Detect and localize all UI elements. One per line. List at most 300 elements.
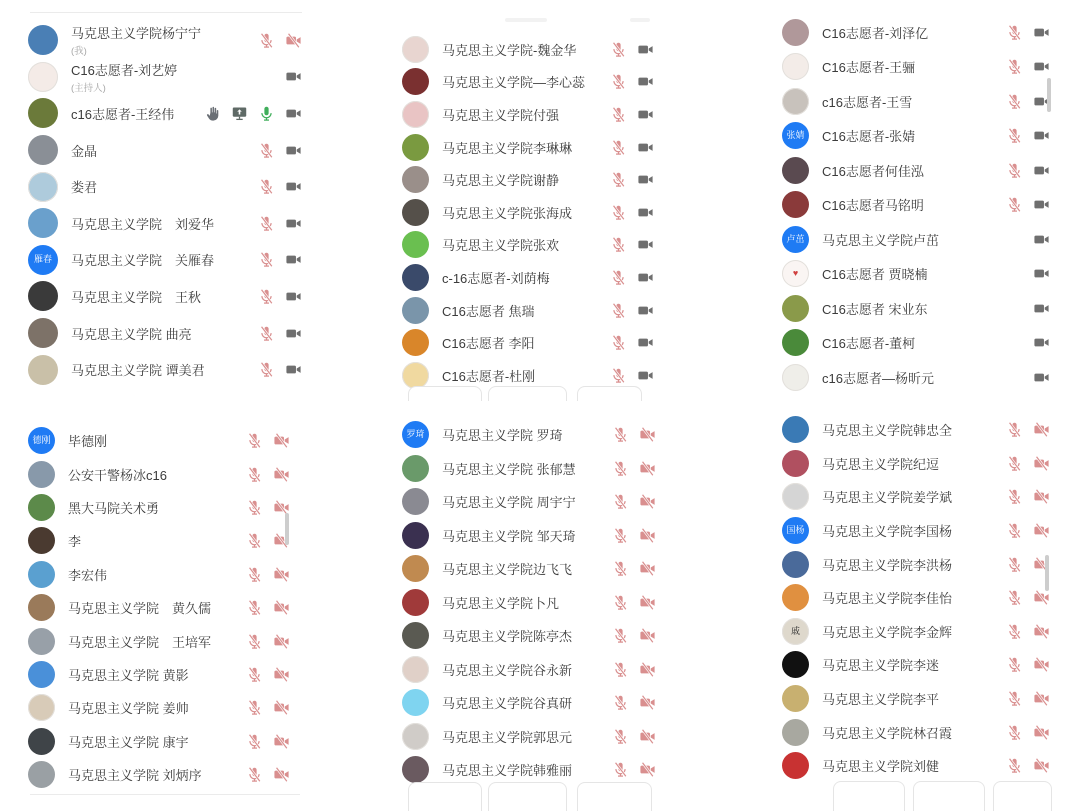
row-controls [285, 68, 302, 85]
participant-row[interactable] [28, 591, 290, 624]
avatar [402, 589, 429, 616]
camera-off-icon[interactable] [1033, 757, 1050, 774]
camera-on-icon[interactable] [285, 251, 302, 268]
participant-row[interactable] [402, 294, 654, 327]
camera-on-icon[interactable] [1033, 196, 1050, 213]
mic-muted-icon[interactable] [258, 288, 275, 305]
participant-row[interactable] [402, 653, 656, 687]
participant-name: 马克思主义学院 曲亮 [71, 326, 192, 342]
participant-row[interactable] [782, 153, 1050, 188]
participant-row[interactable] [782, 15, 1050, 50]
camera-on-icon[interactable] [637, 204, 654, 221]
camera-off-icon[interactable] [639, 694, 656, 711]
mic-muted-icon[interactable] [612, 493, 629, 510]
avatar-label: 戚 [790, 625, 800, 636]
camera-off-icon[interactable] [639, 728, 656, 745]
participant-name: 马克思主义学院边飞飞 [442, 562, 573, 578]
participant-name-block [442, 492, 612, 511]
mic-muted-icon[interactable] [258, 215, 275, 232]
participant-name: 马克思主义学院 黄久儒 [68, 601, 212, 617]
row-controls [610, 367, 654, 384]
participant-name: 马克思主义学院 谭美君 [71, 363, 205, 379]
participant-name: 马克思主义学院杨宁宁 [71, 26, 202, 42]
participant-name-block [442, 366, 610, 385]
mic-muted-icon[interactable] [258, 325, 275, 342]
participant-name: 马克思主义学院谷永新 [442, 662, 573, 678]
avatar [782, 226, 809, 253]
participant-name: 马克思主义学院纪逗 [822, 456, 940, 472]
avatar [28, 661, 55, 688]
participant-row[interactable] [782, 447, 1050, 481]
participant-name: 马克思主义学院 邹天琦 [442, 528, 576, 544]
camera-off-icon[interactable] [639, 627, 656, 644]
scrollbar-thumb[interactable] [1047, 78, 1051, 112]
participant-row[interactable] [782, 119, 1050, 154]
row-controls [258, 288, 302, 305]
avatar [782, 364, 809, 391]
row-controls [1006, 93, 1050, 110]
participant-row[interactable] [402, 261, 654, 294]
mic-muted-icon[interactable] [1006, 757, 1023, 774]
avatar [28, 761, 55, 788]
avatar [28, 427, 55, 454]
avatar [402, 723, 429, 750]
participant-row[interactable] [782, 257, 1050, 292]
camera-on-icon[interactable] [637, 73, 654, 90]
camera-on-icon[interactable] [637, 269, 654, 286]
participant-row[interactable] [402, 586, 656, 620]
camera-on-icon[interactable] [1033, 231, 1050, 248]
camera-on-icon[interactable] [637, 236, 654, 253]
mic-muted-icon[interactable] [1006, 196, 1023, 213]
avatar [402, 689, 429, 716]
participant-name: 马克思主义学院李洪杨 [822, 557, 953, 573]
mic-muted-icon[interactable] [612, 661, 629, 678]
participant-name-block [822, 521, 1006, 540]
bottom-left-seam-line [30, 794, 300, 795]
camera-off-icon[interactable] [639, 594, 656, 611]
camera-on-icon[interactable] [1033, 300, 1050, 317]
participant-name: 马克思主义学院姜学斌 [822, 490, 953, 506]
mic-muted-icon[interactable] [612, 426, 629, 443]
participant-row[interactable] [782, 291, 1050, 326]
mic-muted-icon[interactable] [246, 432, 263, 449]
mic-muted-icon[interactable] [610, 302, 627, 319]
participant-name: c16志愿者-王经伟 [71, 106, 175, 122]
row-controls [1033, 300, 1050, 317]
mic-on-icon[interactable] [258, 105, 275, 122]
participant-name: C16志愿者-董柯 [822, 336, 916, 352]
cutoff-text-remnant [630, 18, 650, 22]
participant-row[interactable] [28, 205, 302, 242]
mic-muted-icon[interactable] [612, 627, 629, 644]
participant-row[interactable] [402, 619, 656, 653]
mic-muted-icon[interactable] [246, 532, 263, 549]
avatar [782, 517, 809, 544]
mic-muted-icon[interactable] [1006, 93, 1023, 110]
participant-row[interactable] [402, 418, 656, 452]
participant-name-block [68, 431, 246, 450]
mic-muted-icon[interactable] [1006, 556, 1023, 573]
mic-muted-icon[interactable] [612, 460, 629, 477]
participant-row[interactable] [28, 95, 302, 132]
avatar-label: 国杨 [786, 525, 805, 536]
participant-row[interactable] [402, 163, 654, 196]
row-controls [1006, 589, 1050, 606]
camera-off-icon[interactable] [1033, 623, 1050, 640]
participant-row[interactable] [782, 413, 1050, 447]
mic-muted-icon[interactable] [1006, 724, 1023, 741]
mic-muted-icon[interactable] [246, 466, 263, 483]
participant-name-block [68, 565, 246, 584]
camera-on-icon[interactable] [1033, 58, 1050, 75]
camera-on-icon[interactable] [285, 105, 302, 122]
camera-off-icon[interactable] [639, 527, 656, 544]
mic-muted-icon[interactable] [610, 334, 627, 351]
mic-muted-icon[interactable] [1006, 623, 1023, 640]
participant-name-block [822, 622, 1006, 641]
participant-name-block [442, 235, 610, 254]
camera-off-icon[interactable] [1033, 421, 1050, 438]
participant-row[interactable] [28, 725, 290, 758]
participant-row[interactable] [28, 658, 290, 691]
camera-on-icon[interactable] [285, 325, 302, 342]
camera-off-icon[interactable] [273, 766, 290, 783]
avatar [782, 53, 809, 80]
participant-name-block [71, 214, 258, 233]
participant-name-block [822, 57, 1006, 76]
participant-name-block [822, 555, 1006, 574]
participant-panel-bottom-right [782, 413, 1050, 783]
participant-row[interactable] [402, 720, 656, 754]
mic-muted-icon[interactable] [246, 599, 263, 616]
camera-off-icon[interactable] [273, 566, 290, 583]
avatar [402, 622, 429, 649]
mic-muted-icon[interactable] [1006, 455, 1023, 472]
participant-row[interactable] [28, 351, 302, 388]
mic-muted-icon[interactable] [246, 566, 263, 583]
camera-off-icon[interactable] [1033, 690, 1050, 707]
cutoff-button [993, 781, 1052, 811]
camera-on-icon[interactable] [637, 367, 654, 384]
mic-muted-icon[interactable] [246, 766, 263, 783]
participant-row[interactable] [28, 315, 302, 352]
camera-off-icon[interactable] [273, 599, 290, 616]
camera-off-icon[interactable] [1033, 724, 1050, 741]
row-controls [258, 251, 302, 268]
participant-role: (主持人) [71, 82, 106, 94]
participant-row[interactable] [782, 648, 1050, 682]
participant-name: 马克思主义学院李金辉 [822, 624, 953, 640]
scrollbar-thumb[interactable] [1045, 555, 1049, 591]
camera-off-icon[interactable] [1033, 488, 1050, 505]
participant-name-block [822, 230, 1033, 249]
participant-row[interactable] [28, 132, 302, 169]
participant-row[interactable] [782, 615, 1050, 649]
participant-row[interactable] [28, 22, 302, 59]
participant-name: 马克思主义学院 刘炳序 [68, 768, 202, 784]
camera-on-icon[interactable] [1033, 369, 1050, 386]
mic-muted-icon[interactable] [610, 171, 627, 188]
mic-muted-icon[interactable] [610, 41, 627, 58]
participant-name: 马克思主义学院 康宇 [68, 734, 189, 750]
scrollbar-thumb[interactable] [285, 513, 289, 545]
row-controls [610, 302, 654, 319]
camera-on-icon[interactable] [285, 68, 302, 85]
avatar [782, 752, 809, 779]
mic-muted-icon[interactable] [1006, 656, 1023, 673]
raised-hand-icon[interactable] [204, 105, 221, 122]
participant-row[interactable] [782, 222, 1050, 257]
participant-row[interactable] [28, 758, 290, 791]
camera-off-icon[interactable] [273, 466, 290, 483]
participant-name: 马克思主义学院张欢 [442, 238, 560, 254]
mic-muted-icon[interactable] [246, 633, 263, 650]
camera-on-icon[interactable] [1033, 127, 1050, 144]
mic-muted-icon[interactable] [610, 236, 627, 253]
participant-name: 毕德刚 [68, 434, 108, 450]
participant-row[interactable] [402, 326, 654, 359]
participant-row[interactable] [28, 278, 302, 315]
row-controls [610, 106, 654, 123]
participant-name: 马克思主义学院 关雁春 [71, 253, 215, 269]
participant-name: 马克思主义学院 黄影 [68, 667, 189, 683]
mic-muted-icon[interactable] [246, 699, 263, 716]
row-controls [1006, 24, 1050, 41]
avatar [782, 651, 809, 678]
participant-name-block [442, 727, 612, 746]
participant-name-block [822, 195, 1006, 214]
participant-row[interactable] [782, 682, 1050, 716]
participant-row[interactable] [28, 242, 302, 279]
camera-on-icon[interactable] [637, 302, 654, 319]
participant-row[interactable] [782, 326, 1050, 361]
camera-off-icon[interactable] [273, 733, 290, 750]
camera-off-icon[interactable] [1033, 589, 1050, 606]
mic-muted-icon[interactable] [1006, 589, 1023, 606]
participant-row[interactable] [402, 33, 654, 66]
mic-muted-icon[interactable] [246, 666, 263, 683]
mic-muted-icon[interactable] [246, 499, 263, 516]
camera-on-icon[interactable] [637, 334, 654, 351]
participant-row[interactable] [782, 715, 1050, 749]
row-controls [246, 633, 290, 650]
mic-muted-icon[interactable] [258, 251, 275, 268]
avatar [402, 329, 429, 356]
avatar [402, 36, 429, 63]
avatar [28, 527, 55, 554]
mic-muted-icon[interactable] [610, 367, 627, 384]
avatar [28, 594, 55, 621]
participant-row[interactable] [782, 480, 1050, 514]
camera-on-icon[interactable] [285, 288, 302, 305]
row-controls [610, 204, 654, 221]
participant-row[interactable] [782, 360, 1050, 395]
participant-row[interactable] [28, 59, 302, 96]
avatar [782, 551, 809, 578]
participant-name: 马克思主义学院 王培军 [68, 634, 212, 650]
row-controls [1006, 757, 1050, 774]
avatar [782, 483, 809, 510]
mic-muted-icon[interactable] [610, 204, 627, 221]
participant-name-block [442, 660, 612, 679]
participant-name-block [442, 425, 612, 444]
participant-row[interactable] [402, 686, 656, 720]
mic-muted-icon[interactable] [612, 560, 629, 577]
mic-muted-icon[interactable] [610, 269, 627, 286]
avatar [782, 450, 809, 477]
camera-off-icon[interactable] [1033, 656, 1050, 673]
row-controls [1033, 231, 1050, 248]
participant-row[interactable] [402, 131, 654, 164]
participant-name: C16志愿者-刘艺婷 [71, 62, 178, 78]
camera-off-icon[interactable] [639, 460, 656, 477]
mic-muted-icon[interactable] [610, 73, 627, 90]
mic-muted-icon[interactable] [610, 106, 627, 123]
participant-name: 金晶 [71, 143, 98, 159]
row-controls [1006, 455, 1050, 472]
mic-muted-icon[interactable] [258, 142, 275, 159]
participant-name: 马克思主义学院 罗琦 [442, 428, 563, 444]
participant-row[interactable] [402, 552, 656, 586]
mic-muted-icon[interactable] [1006, 488, 1023, 505]
participant-row[interactable] [782, 50, 1050, 85]
participant-row[interactable] [28, 424, 290, 457]
camera-on-icon[interactable] [1033, 265, 1050, 282]
row-controls [258, 178, 302, 195]
avatar [28, 25, 58, 55]
participant-row[interactable] [782, 581, 1050, 615]
camera-on-icon[interactable] [637, 171, 654, 188]
participant-row[interactable] [402, 485, 656, 519]
camera-off-icon[interactable] [273, 432, 290, 449]
avatar [28, 172, 58, 202]
camera-on-icon[interactable] [1033, 334, 1050, 351]
participant-name-block [822, 126, 1006, 145]
camera-off-icon[interactable] [1033, 522, 1050, 539]
participant-name-block [822, 588, 1006, 607]
participant-name: 马克思主义学院韩忠全 [822, 423, 953, 439]
row-controls [1033, 265, 1050, 282]
mic-muted-icon[interactable] [258, 32, 275, 49]
avatar [28, 318, 58, 348]
mic-muted-icon[interactable] [1006, 522, 1023, 539]
mic-muted-icon[interactable] [1006, 24, 1023, 41]
avatar [782, 19, 809, 46]
participant-name: 马克思主义学院谢静 [442, 173, 560, 189]
mic-muted-icon[interactable] [1006, 690, 1023, 707]
camera-off-icon[interactable] [639, 426, 656, 443]
camera-on-icon[interactable] [1033, 24, 1050, 41]
camera-off-icon[interactable] [285, 32, 302, 49]
row-controls [258, 142, 302, 159]
camera-on-icon[interactable] [637, 139, 654, 156]
participant-name-block [442, 593, 612, 612]
row-controls [246, 499, 290, 516]
mic-muted-icon[interactable] [612, 694, 629, 711]
participant-name-block [442, 138, 610, 157]
participant-row[interactable] [782, 749, 1050, 783]
camera-off-icon[interactable] [639, 560, 656, 577]
row-controls [612, 426, 656, 443]
participant-row[interactable] [782, 547, 1050, 581]
camera-off-icon[interactable] [273, 666, 290, 683]
camera-off-icon[interactable] [273, 633, 290, 650]
participant-name-block [71, 177, 258, 196]
mic-muted-icon[interactable] [610, 139, 627, 156]
participant-row[interactable] [28, 691, 290, 724]
camera-on-icon[interactable] [1033, 162, 1050, 179]
camera-off-icon[interactable] [639, 661, 656, 678]
participant-name-block [822, 689, 1006, 708]
camera-off-icon[interactable] [639, 493, 656, 510]
camera-on-icon[interactable] [637, 41, 654, 58]
camera-off-icon[interactable] [1033, 455, 1050, 472]
participant-row[interactable] [402, 196, 654, 229]
mic-muted-icon[interactable] [612, 728, 629, 745]
mic-muted-icon[interactable] [258, 361, 275, 378]
participant-row[interactable] [402, 98, 654, 131]
participant-row[interactable] [28, 558, 290, 591]
camera-on-icon[interactable] [285, 178, 302, 195]
participant-name-block [822, 264, 1033, 283]
avatar [28, 561, 55, 588]
camera-on-icon[interactable] [637, 106, 654, 123]
participant-row[interactable] [782, 188, 1050, 223]
mic-muted-icon[interactable] [1006, 58, 1023, 75]
camera-off-icon[interactable] [273, 699, 290, 716]
camera-on-icon[interactable] [285, 215, 302, 232]
participant-row[interactable] [28, 168, 302, 205]
participant-row[interactable] [402, 229, 654, 262]
participant-name: C16志愿者-杜刚 [442, 368, 536, 384]
participant-row[interactable] [28, 624, 290, 657]
mic-muted-icon[interactable] [1006, 162, 1023, 179]
mic-muted-icon[interactable] [612, 527, 629, 544]
avatar [28, 62, 58, 92]
row-controls [246, 599, 290, 616]
row-controls [1006, 690, 1050, 707]
mic-muted-icon[interactable] [246, 733, 263, 750]
row-controls [610, 139, 654, 156]
participant-row[interactable] [28, 524, 290, 557]
screen-share-icon[interactable] [231, 105, 248, 122]
participant-row[interactable] [28, 491, 290, 524]
mic-muted-icon[interactable] [258, 178, 275, 195]
participant-row[interactable] [402, 519, 656, 553]
mic-muted-icon[interactable] [612, 761, 629, 778]
row-controls [1006, 522, 1050, 539]
participant-name-block [68, 698, 246, 717]
participant-row[interactable] [782, 514, 1050, 548]
participant-row[interactable] [782, 84, 1050, 119]
avatar [28, 135, 58, 165]
mic-muted-icon[interactable] [1006, 421, 1023, 438]
camera-on-icon[interactable] [285, 142, 302, 159]
mic-muted-icon[interactable] [612, 594, 629, 611]
avatar [402, 199, 429, 226]
participant-name: C16志愿者-张婧 [822, 129, 916, 145]
participant-row[interactable] [402, 452, 656, 486]
participant-row[interactable] [402, 66, 654, 99]
camera-off-icon[interactable] [639, 761, 656, 778]
participant-name-block [442, 459, 612, 478]
mic-muted-icon[interactable] [1006, 127, 1023, 144]
participant-row[interactable] [28, 457, 290, 490]
row-controls [1006, 556, 1050, 573]
camera-on-icon[interactable] [285, 361, 302, 378]
avatar [402, 756, 429, 783]
